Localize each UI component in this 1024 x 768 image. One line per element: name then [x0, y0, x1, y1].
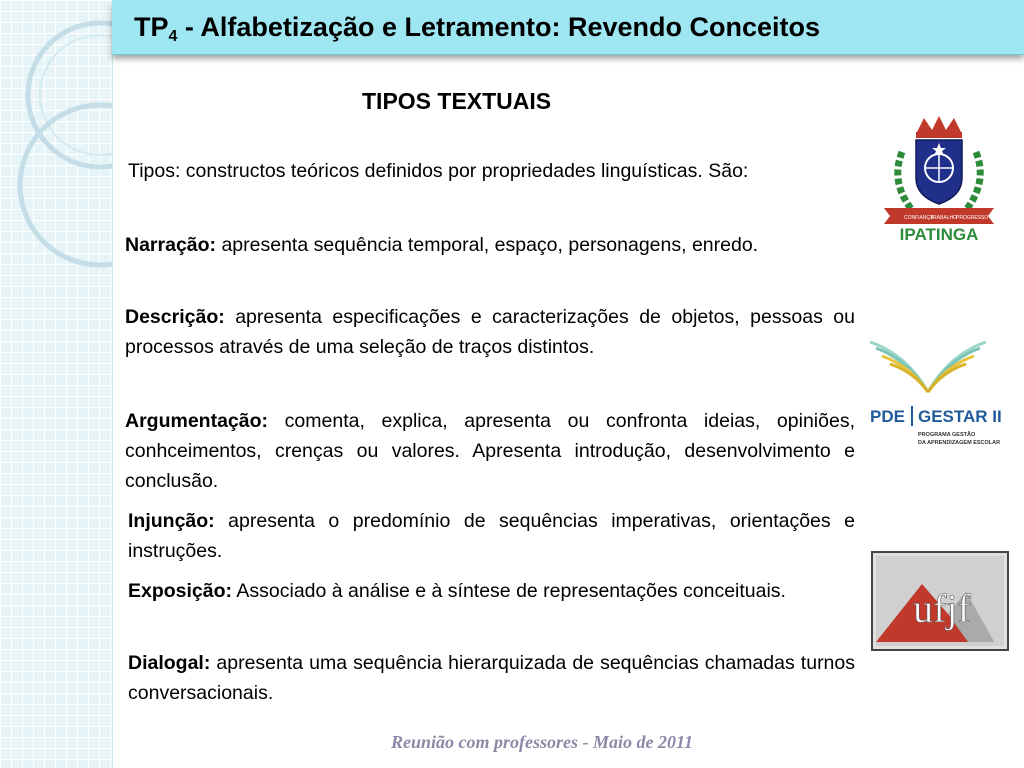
decorative-grid-strip	[0, 0, 113, 768]
item-term: Descrição:	[125, 306, 225, 328]
item-term: Exposição:	[128, 580, 233, 602]
item-argumentacao	[125, 406, 855, 496]
crown-icon	[916, 116, 962, 134]
ufjf-logo	[870, 550, 1010, 652]
gestar-label: GESTAR II	[918, 407, 1002, 426]
item-exposicao	[128, 576, 855, 606]
banner-word: PROGRESSO	[956, 215, 989, 221]
item-text: comenta, explica, apresenta ou confronta ideias, opiniões, conhceimentos, crenças ou valores. Apresenta introdução, desenvolvimento e conclusão.	[125, 410, 855, 492]
decorative-arcs	[0, 0, 112, 768]
ipatinga-logo	[878, 112, 1000, 244]
slide-title: $TP_4$ - Alfabetização e Letramento: Revendo Conceitos	[134, 12, 821, 45]
item-narracao	[125, 230, 855, 260]
ipatinga-label: IPATINGA	[899, 225, 979, 244]
item-text: apresenta especificações e caracterizações de objetos, pessoas ou processos através de uma seleção de traços distintos.	[125, 306, 855, 358]
pde-label: PDE	[870, 407, 905, 426]
program-line-1: PROGRAMA GESTÃO	[918, 432, 976, 438]
item-text: apresenta sequência temporal, espaço, personagens, enredo.	[216, 234, 759, 256]
laurel-left-icon	[898, 152, 912, 210]
item-term: Injunção:	[128, 510, 215, 532]
item-term: Argumentação:	[125, 410, 269, 432]
pde-gestar-logo	[866, 334, 1006, 454]
item-text: apresenta o predomínio de sequências imperativas, orientações e instruções.	[128, 510, 855, 562]
title-subscript: 4	[168, 28, 178, 45]
banner-word: TRABALHO	[930, 215, 957, 221]
section-title: TIPOS TEXTUAIS	[362, 88, 552, 114]
item-injuncao	[128, 506, 855, 566]
ufjf-label: ufjf	[913, 586, 971, 631]
banner-word: CONFIANÇA	[904, 215, 934, 221]
title-bar	[112, 0, 1024, 55]
item-dialogal	[128, 648, 855, 708]
program-line-2: DA APRENDIZAGEM ESCOLAR	[918, 440, 1001, 446]
book-fan-icon	[870, 342, 986, 392]
footer-text: Reunião com professores - Maio de 2011	[390, 732, 693, 752]
item-descricao	[125, 302, 855, 362]
item-term: Narração:	[125, 234, 217, 256]
laurel-right-icon	[966, 152, 980, 210]
intro-paragraph: Tipos: constructos teóricos definidos por propriedades linguísticas. São:	[128, 160, 749, 182]
item-term: Dialogal:	[128, 652, 211, 674]
item-text: apresenta uma sequência hierarquizada de sequências chamadas turnos conversacionais.	[128, 652, 855, 704]
item-text: Associado à análise e à síntese de representações conceituais.	[232, 580, 786, 602]
